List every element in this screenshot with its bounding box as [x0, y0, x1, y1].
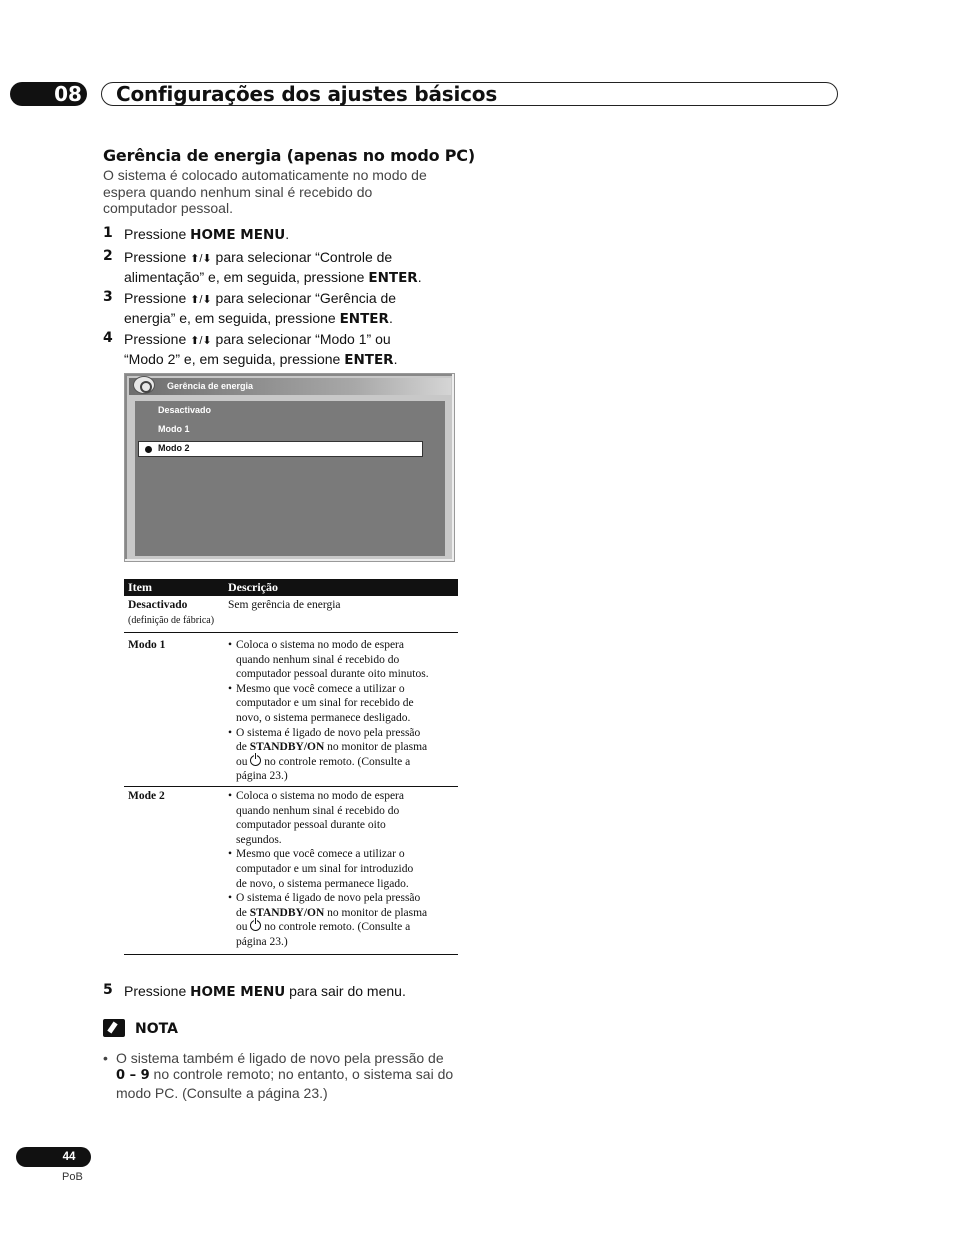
table-header — [124, 579, 458, 596]
chapter-number: 08 — [54, 82, 82, 106]
note-title: NOTA — [135, 1021, 178, 1037]
description-table — [124, 579, 458, 948]
list-item: • Mesmo que você comece a utilizar o computador e um sinal for recebido de novo, o sistema permanece desligado. — [228, 682, 414, 724]
language-code: PoB — [62, 1171, 83, 1183]
up-down-arrow-icon: ⬆/⬇ — [190, 294, 212, 306]
step-number: 5 — [103, 982, 113, 998]
power-icon — [250, 755, 261, 766]
section-intro — [103, 167, 463, 217]
osd-title-bar — [129, 378, 451, 395]
row-item-note: (definição de fábrica) — [128, 615, 215, 626]
row-description: Sem gerência de energia — [228, 599, 341, 611]
chapter-title: Configurações dos ajustes básicos — [116, 82, 498, 106]
list-item: • O sistema é ligado de novo pela pressão de STANDBY/ON no monitor de plasma ou no controle remoto. (Consulte a página 23.) — [228, 726, 428, 783]
step-text: Pressione HOME MENU. — [124, 226, 290, 243]
osd-item-modo-1[interactable]: Modo 1 — [158, 424, 190, 434]
step-text: Pressione HOME MENU para sair do menu. — [124, 983, 406, 1000]
page-number: 44 — [62, 1151, 76, 1163]
row-item: Modo 1 — [128, 639, 166, 651]
osd-item-label: Modo 2 — [158, 443, 190, 453]
up-down-arrow-icon: ⬆/⬇ — [190, 335, 212, 347]
row-item: Mode 2 — [128, 790, 165, 802]
row-description — [228, 638, 458, 784]
list-item: • Coloca o sistema no modo de espera quando nenhum sinal é recebido do computador pessoal durante oito segundos. — [228, 790, 404, 846]
step-number: 4 — [103, 330, 113, 346]
header-item: Item — [128, 580, 152, 594]
step-text: Pressione ⬆/⬇ para selecionar “Gerência de energia” e, em seguida, pressione ENTER. — [124, 290, 397, 327]
intro-line: O sistema é colocado automaticamente no modo de — [103, 167, 427, 183]
row-description — [228, 789, 458, 950]
up-down-arrow-icon: ⬆/⬇ — [190, 253, 212, 265]
step-text: Pressione ⬆/⬇ para selecionar “Controle de alimentação” e, em seguida, pressione ENTER. — [124, 249, 422, 286]
intro-line: computador pessoal. — [103, 200, 233, 216]
section-title: Gerência de energia (apenas no modo PC) — [103, 146, 475, 165]
step-number: 3 — [103, 289, 113, 305]
table-row — [124, 633, 458, 787]
list-item: • O sistema é ligado de novo pela pressão de STANDBY/ON no monitor de plasma ou no controle remoto. (Consulte a página 23.) — [228, 892, 428, 948]
note-text: • O sistema também é ligado de novo pela pressão de 0 – 9 no controle remoto; no entanto, o sistema sai do modo PC. (Consulte a página 23.) — [103, 1050, 454, 1101]
table-row — [124, 596, 458, 633]
settings-disc-icon — [133, 376, 155, 394]
selected-dot-icon — [145, 446, 152, 453]
step-number: 1 — [103, 225, 113, 241]
osd-title: Gerência de energia — [167, 381, 254, 391]
osd-screen — [124, 373, 455, 562]
intro-line: espera quando nenhum sinal é recebido do — [103, 183, 373, 200]
pencil-note-icon — [103, 1019, 125, 1037]
osd-menu-panel — [135, 401, 445, 556]
osd-item-modo-2-selected[interactable] — [138, 441, 423, 457]
osd-item-desactivado[interactable]: Desactivado — [158, 405, 212, 415]
step-text: Pressione ⬆/⬇ para selecionar “Modo 1” ou “Modo 2” e, em seguida, pressione ENTER. — [124, 331, 398, 368]
step-number: 2 — [103, 248, 113, 264]
list-item: • Mesmo que você comece a utilizar o computador e um sinal for introduzido de novo, o sistema permanece ligado. — [228, 848, 414, 890]
header-description: Descrição — [228, 580, 278, 594]
power-icon — [250, 920, 261, 931]
table-row — [124, 787, 458, 955]
row-item: Desactivado — [128, 599, 188, 611]
list-item: • Coloca o sistema no modo de espera quando nenhum sinal é recebido do computador pessoal durante oito minutos. — [228, 639, 429, 681]
